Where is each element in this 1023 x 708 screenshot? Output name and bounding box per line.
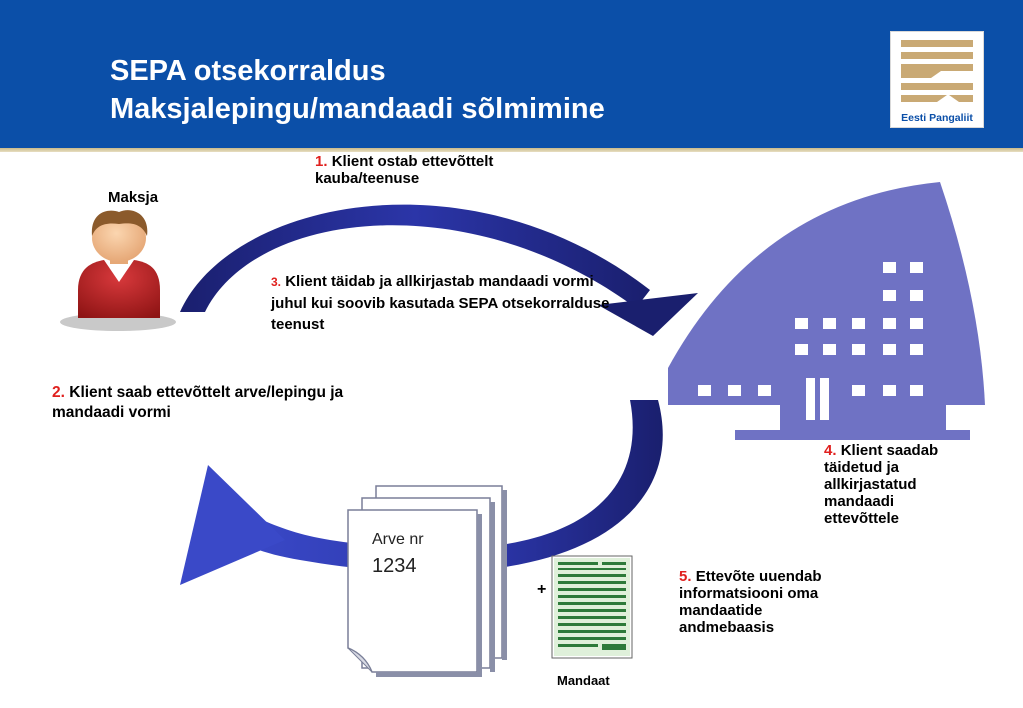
payer-label: Maksja — [108, 189, 159, 206]
title-line-2: Maksjalepingu/mandaadi sõlmimine — [110, 93, 605, 125]
payer-person-icon — [60, 210, 176, 331]
step-2-number: 2. — [52, 384, 65, 401]
mandate-form-icon — [552, 556, 632, 658]
step-3-number: 3. — [271, 275, 282, 289]
company-building-icon — [668, 182, 985, 440]
step-5-number: 5. — [679, 568, 692, 585]
step-3 — [271, 271, 631, 335]
step-5-text: Ettevõte uuendab informatsiooni oma mandaatide andmebaasis — [679, 568, 822, 636]
mandate-label: Mandaat — [557, 673, 610, 688]
title-line-1: SEPA otsekorraldus — [110, 55, 386, 87]
logo-text: Eesti Pangaliit — [901, 112, 973, 124]
step-2 — [52, 383, 392, 423]
step-1 — [315, 153, 555, 187]
step-2-text: Klient saab ettevõttelt arve/lepingu ja mandaadi vormi — [52, 384, 344, 421]
invoice-document-stack — [348, 486, 507, 677]
step-4-number: 4. — [824, 442, 837, 459]
invoice-number: 1234 — [372, 555, 417, 577]
invoice-title: Arve nr — [372, 531, 424, 548]
step-1-number: 1. — [315, 153, 328, 170]
step-5 — [679, 568, 839, 636]
step-4 — [824, 442, 964, 527]
step-3-text: Klient täidab ja allkirjastab mandaadi vormi juhul kui soovib kasutada SEPA otsekorralduse teenust — [271, 273, 610, 333]
step-1-text: Klient ostab ettevõttelt kauba/teenuse — [315, 153, 494, 187]
plus-sign: + — [537, 581, 547, 598]
step-4-text: Klient saadab täidetud ja allkirjastatud mandaadi ettevõttele — [824, 442, 939, 527]
